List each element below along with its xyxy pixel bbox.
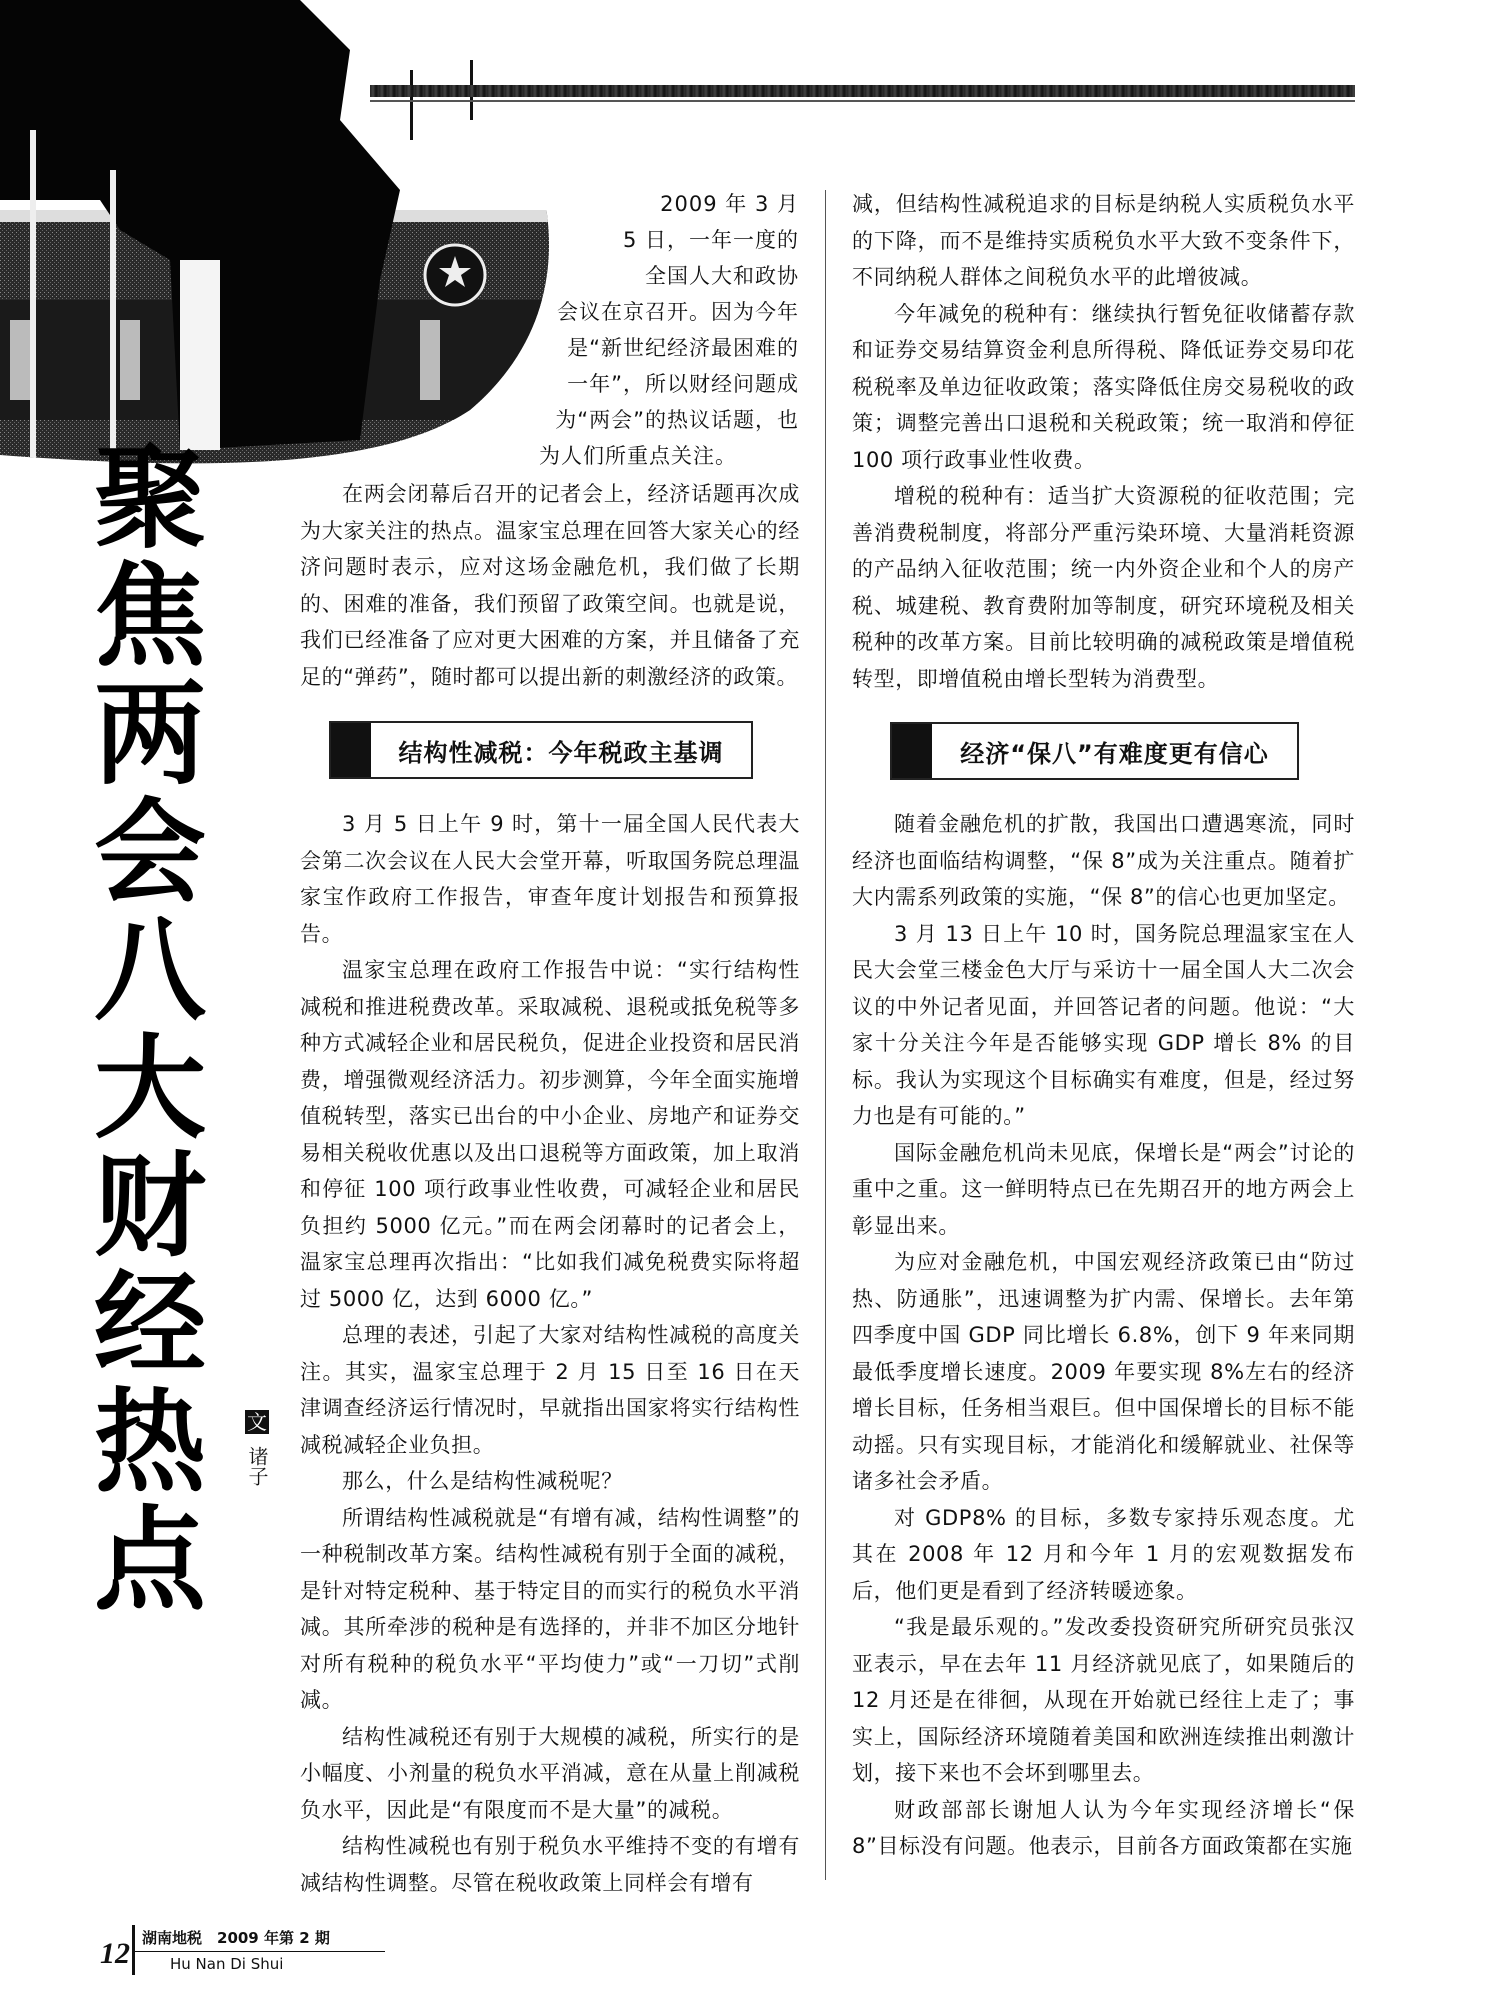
paragraph: 对 GDP8% 的目标，多数专家持乐观态度。尤其在 2008 年 12 月和今年 1 月的宏观数据发布后，他们更是看到了经济转暖迹象。 <box>852 1505 1355 1603</box>
title-char: 大 <box>94 1024 206 1154</box>
byline <box>245 1410 269 1486</box>
paragraph: 3 月 5 日上午 9 时，第十一届全国人民代表大会第二次会议在人民大会堂开幕，听取国务院总理温家宝作政府工作报告，审查年度计划报告和预算报告。 <box>300 812 800 946</box>
column-divider <box>825 190 826 1880</box>
page-number: 12 <box>100 1937 130 1970</box>
paragraph: 结构性减税还有别于大规模的减税，所实行的是小幅度、小剂量的税负水平消减，意在从量上削减税负水平，因此是“有限度而不是大量”的减税。 <box>300 1724 800 1822</box>
section-heading-right <box>890 722 1299 780</box>
paragraph: 总理的表述，引起了大家对结构性减税的高度关注。其实，温家宝总理于 2 月 15 日至 16 日在天津调查经济运行情况时，早就指出国家将实行结构性减税减轻企业负担。 <box>300 1323 800 1457</box>
byline-author: 诸子 <box>245 1446 269 1486</box>
intro-line: 全国人大和政协 <box>645 264 799 288</box>
intro-paragraph <box>499 186 799 474</box>
right-column-top <box>852 186 1355 697</box>
paragraph: 今年减免的税种有：继续执行暂免征收储蓄存款和证券交易结算资金利息所得税、降低证券交易印花税税率及单边征收政策；落实降低住房交易税收的政策；调整完善出口退税和关税政策；统一取消和停征 100 项行政事业性收费。 <box>852 301 1355 472</box>
byline-label: 文 <box>247 1410 267 1434</box>
intro-line: 一年”，所以财经问题成 <box>567 372 799 396</box>
intro-line: 为“两会”的热议话题，也 <box>555 408 799 432</box>
section-heading-text: 经济“保八”有难度更有信心 <box>960 739 1269 768</box>
section-heading-text: 结构性减税：今年税政主基调 <box>398 738 724 767</box>
left-column-body <box>300 806 800 1901</box>
paragraph: “我是最乐观的。”发改委投资研究所研究员张汉亚表示，早在去年 11 月经济就见底了，如果随后的 12 月还是在徘徊，从现在开始就已经往上走了；事实上，国际经济环境随着美国和欧洲连续推出刺激计划，接下来也不会坏到哪里去。 <box>852 1615 1355 1785</box>
paragraph: 增税的税种有：适当扩大资源税的征收范围；完善消费税制度，将部分严重污染环境、大量消耗资源的产品纳入征收范围；统一内外资企业和个人的房产税、城建税、教育费附加等制度，研究环境税及相关税种的改革方案。目前比较明确的减税政策是增值税转型，即增值税由增长型转为消费型。 <box>852 484 1355 691</box>
paragraph: 3 月 13 日上午 10 时，国务院总理温家宝在人民大会堂三楼金色大厅与采访十一届全国人大二次会议的中外记者见面，并回答记者的问题。他说：“大家十分关注今年是否能够实现 GDP 增长 8% 的目标。我认为实现这个目标确实有难度，但是，经过努力也是有可能的。” <box>852 921 1355 1128</box>
title-char: 经 <box>94 1260 206 1390</box>
title-char: 热 <box>94 1378 206 1508</box>
title-char: 会 <box>94 788 206 918</box>
footer-rule <box>135 1951 385 1952</box>
paragraph: 结构性减税也有别于税负水平维持不变的有增有减结构性调整。尽管在税收政策上同样会有增有 <box>300 1834 800 1895</box>
header-rule <box>370 100 1355 102</box>
section-heading-left <box>329 721 753 779</box>
heading-marker <box>892 724 932 778</box>
header-stripe <box>370 85 1355 97</box>
paragraph: 那么，什么是结构性减税呢？ <box>342 1469 623 1493</box>
paragraph: 国际金融危机尚未见底，保增长是“两会”讨论的重中之重。这一鲜明特点已在先期召开的地方两会上彰显出来。 <box>852 1140 1355 1238</box>
title-char: 焦 <box>94 552 206 682</box>
right-column-body <box>852 806 1355 1865</box>
intro-line: 为人们所重点关注。 <box>539 444 737 468</box>
intro-line: 5 日，一年一度的 <box>622 228 799 252</box>
footer-bar <box>132 1925 135 1975</box>
heading-marker <box>331 723 371 777</box>
paragraph: 温家宝总理在政府工作报告中说：“实行结构性减税和推进税费改革。采取减税、退税或抵免税等多种方式减轻企业和居民税负，促进企业投资和居民消费，增强微观经济活力。初步测算，今年全面实施增值税转型，落实已出台的中小企业、房地产和证券交易相关税收优惠以及出口退税等方面政策，加上取消和停征 100 项行政事业性收费，可减轻企业和居民负担约 5000 亿元。”而在两会闭幕时的记者会上，温家宝总理再次指出：“比如我们减免税费实际将超过 5000 亿，达到 6000 亿。” <box>300 958 800 1311</box>
intro-line: 2009 年 3 月 <box>660 192 799 216</box>
title-char: 两 <box>94 670 206 800</box>
paragraph: 为应对金融危机，中国宏观经济政策已由“防过热、防通胀”，迅速调整为扩内需、保增长。去年第四季度中国 GDP 同比增长 6.8%，创下 9 年来同期最低季度增长速度。2009 年要实现 8%左右的经济增长目标，任务相当艰巨。但中国保增长的目标不能动摇。只有实现目标，才能消化和缓解就业、社保等诸多社会矛盾。 <box>852 1250 1355 1493</box>
intro-line: 会议在京召开。因为今年 <box>557 300 799 324</box>
magazine-issue: 湖南地税 2009 年第 2 期 <box>142 1929 330 1947</box>
title-char: 点 <box>94 1496 206 1626</box>
article-title <box>90 434 210 1626</box>
paragraph: 财政部部长谢旭人认为今年实现经济增长“保 8”目标没有问题。他表示，目前各方面政策都在实施 <box>852 1797 1355 1858</box>
paragraph: 所谓结构性减税就是“有增有减，结构性调整”的一种税制改革方案。结构性减税有别于全面的减税，是针对特定税种、基于特定目的而实行的税负水平消减。其所牵涉的税种是有选择的，并非不加区分地针对所有税种的税负水平“平均使力”或“一刀切”式削减。 <box>300 1505 800 1712</box>
paragraph: 随着金融危机的扩散，我国出口遭遇寒流，同时经济也面临结构调整，“保 8”成为关注重点。随着扩大内需系列政策的实施，“保 8”的信心也更加坚定。 <box>852 812 1355 909</box>
magazine-pinyin: Hu Nan Di Shui <box>170 1955 284 1973</box>
intro-line: 是“新世纪经济最困难的 <box>567 336 799 360</box>
title-char: 八 <box>94 906 206 1036</box>
left-column-intro <box>300 476 800 695</box>
paragraph: 在两会闭幕后召开的记者会上，经济话题再次成为大家关注的热点。温家宝总理在回答大家关心的经济问题时表示，应对这场金融危机，我们做了长期的、困难的准备，我们预留了政策空间。也就是说，我们已经准备了应对更大困难的方案，并且储备了充足的“弹药”，随时都可以提出新的刺激经济的政策。 <box>300 482 800 689</box>
title-char: 聚 <box>94 434 206 564</box>
title-char: 财 <box>94 1142 206 1272</box>
paragraph: 减，但结构性减税追求的目标是纳税人实质税负水平的下降，而不是维持实质税负水平大致不变条件下，不同纳税人群体之间税负水平的此增彼减。 <box>852 192 1355 289</box>
